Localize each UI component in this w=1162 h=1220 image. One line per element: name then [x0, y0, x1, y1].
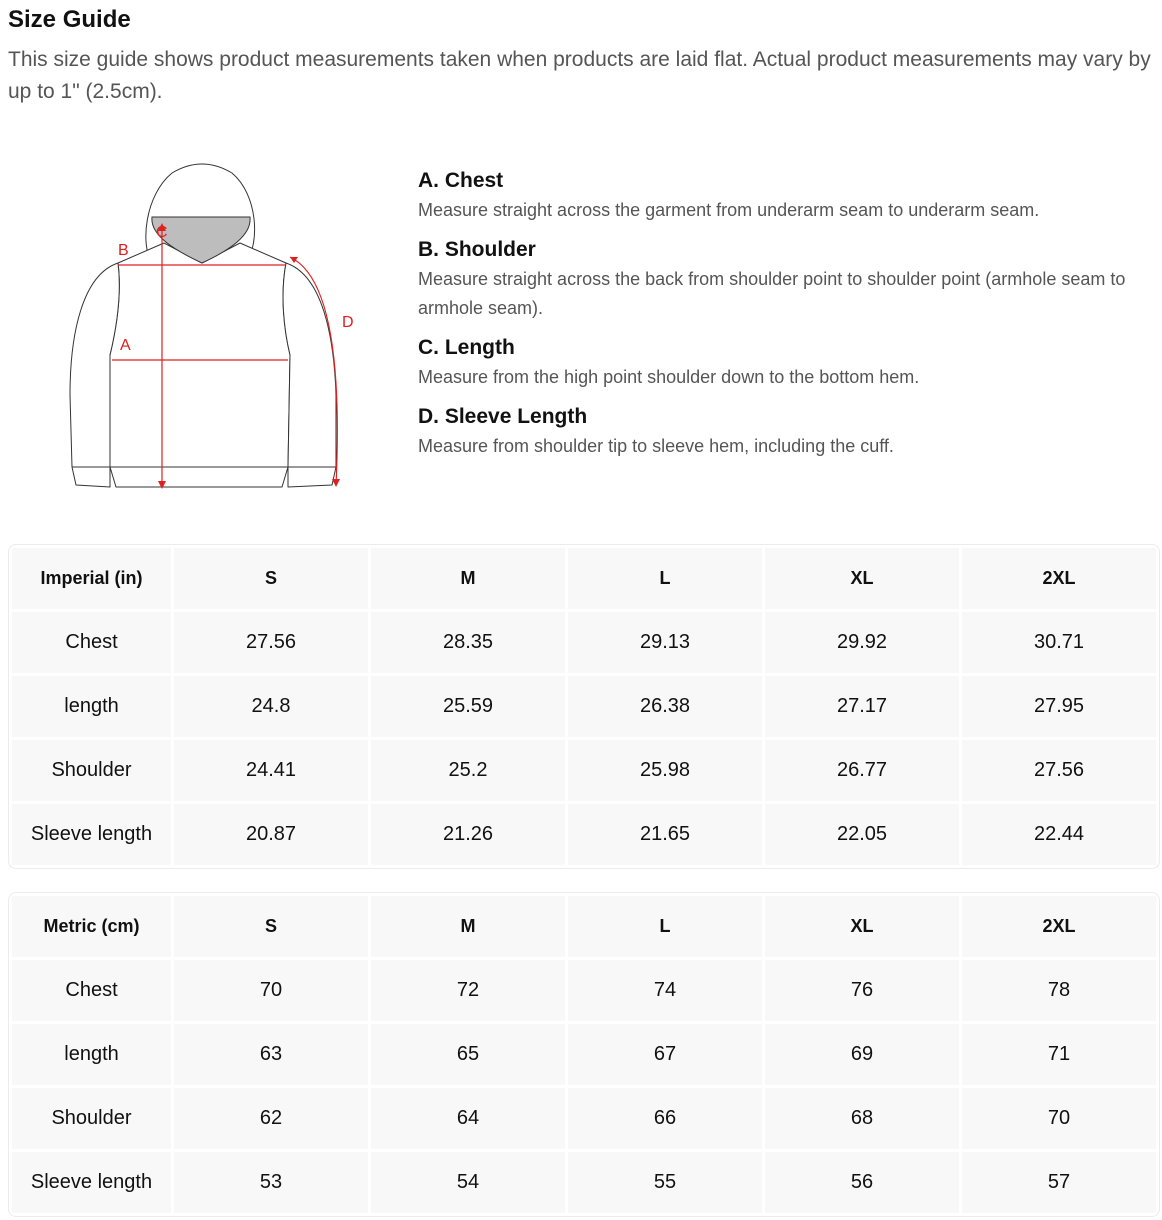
table-cell: 27.95: [962, 676, 1156, 737]
metric-size-table: [8, 892, 1160, 1217]
table-row: [12, 1088, 1156, 1149]
table-cell: 67: [568, 1024, 762, 1085]
table-row: [12, 1024, 1156, 1085]
table-cell: 71: [962, 1024, 1156, 1085]
table-cell: 26.77: [765, 740, 959, 801]
table-cell: 53: [174, 1152, 368, 1213]
table-row: [12, 1152, 1156, 1213]
measure-title: A. Chest: [418, 169, 504, 192]
measure-desc: Measure from the high point shoulder down to the bottom hem.: [418, 367, 920, 387]
table-cell: 54: [371, 1152, 565, 1213]
row-label: length: [12, 1024, 171, 1085]
size-header: M: [371, 896, 565, 957]
unit-label: Imperial (in): [12, 548, 171, 609]
size-header: 2XL: [962, 896, 1156, 957]
table-cell: 30.71: [962, 612, 1156, 673]
table-cell: 74: [568, 960, 762, 1021]
measurement-list: [418, 166, 1158, 471]
table-cell: 28.35: [371, 612, 565, 673]
hoodie-diagram: [60, 155, 360, 495]
table-cell: 72: [371, 960, 565, 1021]
table-header-row: [12, 548, 1156, 609]
row-label: Chest: [12, 612, 171, 673]
table-cell: 22.05: [765, 804, 959, 865]
size-header: M: [371, 548, 565, 609]
table-cell: 76: [765, 960, 959, 1021]
size-header: 2XL: [962, 548, 1156, 609]
label-d: D: [342, 314, 354, 331]
table-row: [12, 804, 1156, 865]
row-label: Shoulder: [12, 740, 171, 801]
table-cell: 55: [568, 1152, 762, 1213]
table-row: [12, 676, 1156, 737]
size-header: L: [568, 896, 762, 957]
row-label: Shoulder: [12, 1088, 171, 1149]
table-cell: 24.8: [174, 676, 368, 737]
table-cell: 64: [371, 1088, 565, 1149]
size-header: L: [568, 548, 762, 609]
table-cell: 65: [371, 1024, 565, 1085]
table-cell: 22.44: [962, 804, 1156, 865]
table-cell: 24.41: [174, 740, 368, 801]
table-row: [12, 740, 1156, 801]
row-label: Sleeve length: [12, 1152, 171, 1213]
row-label: length: [12, 676, 171, 737]
right-sleeve-outline: [283, 263, 336, 487]
table-cell: 25.98: [568, 740, 762, 801]
table-cell: 29.92: [765, 612, 959, 673]
table-cell: 27.56: [174, 612, 368, 673]
table-cell: 62: [174, 1088, 368, 1149]
table-cell: 29.13: [568, 612, 762, 673]
measure-title: C. Length: [418, 336, 515, 359]
size-header: XL: [765, 896, 959, 957]
body-outline: [110, 243, 290, 487]
size-header: S: [174, 896, 368, 957]
measure-desc: Measure straight across the back from shoulder point to shoulder point (armhole seam to armhole seam).: [418, 269, 1126, 318]
label-c: C: [156, 224, 168, 241]
row-label: Chest: [12, 960, 171, 1021]
table-cell: 63: [174, 1024, 368, 1085]
imperial-size-table: [8, 544, 1160, 869]
table-cell: 56: [765, 1152, 959, 1213]
measure-sleeve-length: [418, 402, 1158, 461]
table-header-row: [12, 896, 1156, 957]
table-cell: 21.26: [371, 804, 565, 865]
table-cell: 25.2: [371, 740, 565, 801]
table-cell: 70: [174, 960, 368, 1021]
table-cell: 70: [962, 1088, 1156, 1149]
intro-text: This size guide shows product measurements taken when products are laid flat. Actual product measurements may vary by up to 1" (2.5cm).: [8, 48, 1151, 103]
measure-chest: [418, 166, 1158, 225]
label-a: A: [120, 337, 131, 354]
table-row: [12, 960, 1156, 1021]
table-cell: 25.59: [371, 676, 565, 737]
measure-length: [418, 333, 1158, 392]
table-cell: 20.87: [174, 804, 368, 865]
size-header: XL: [765, 548, 959, 609]
table-cell: 27.17: [765, 676, 959, 737]
measure-desc: Measure from shoulder tip to sleeve hem, including the cuff.: [418, 436, 894, 456]
table-cell: 66: [568, 1088, 762, 1149]
measure-title: B. Shoulder: [418, 238, 536, 261]
table-cell: 27.56: [962, 740, 1156, 801]
measure-shoulder: [418, 235, 1158, 323]
measure-title: D. Sleeve Length: [418, 405, 588, 428]
table-cell: 57: [962, 1152, 1156, 1213]
table-cell: 68: [765, 1088, 959, 1149]
table-cell: 69: [765, 1024, 959, 1085]
table-cell: 26.38: [568, 676, 762, 737]
table-cell: 21.65: [568, 804, 762, 865]
page-title: Size Guide: [8, 6, 131, 33]
row-label: Sleeve length: [12, 804, 171, 865]
table-cell: 78: [962, 960, 1156, 1021]
measure-desc: Measure straight across the garment from underarm seam to underarm seam.: [418, 200, 1040, 220]
label-b: B: [118, 242, 129, 259]
table-row: [12, 612, 1156, 673]
size-header: S: [174, 548, 368, 609]
unit-label: Metric (cm): [12, 896, 171, 957]
